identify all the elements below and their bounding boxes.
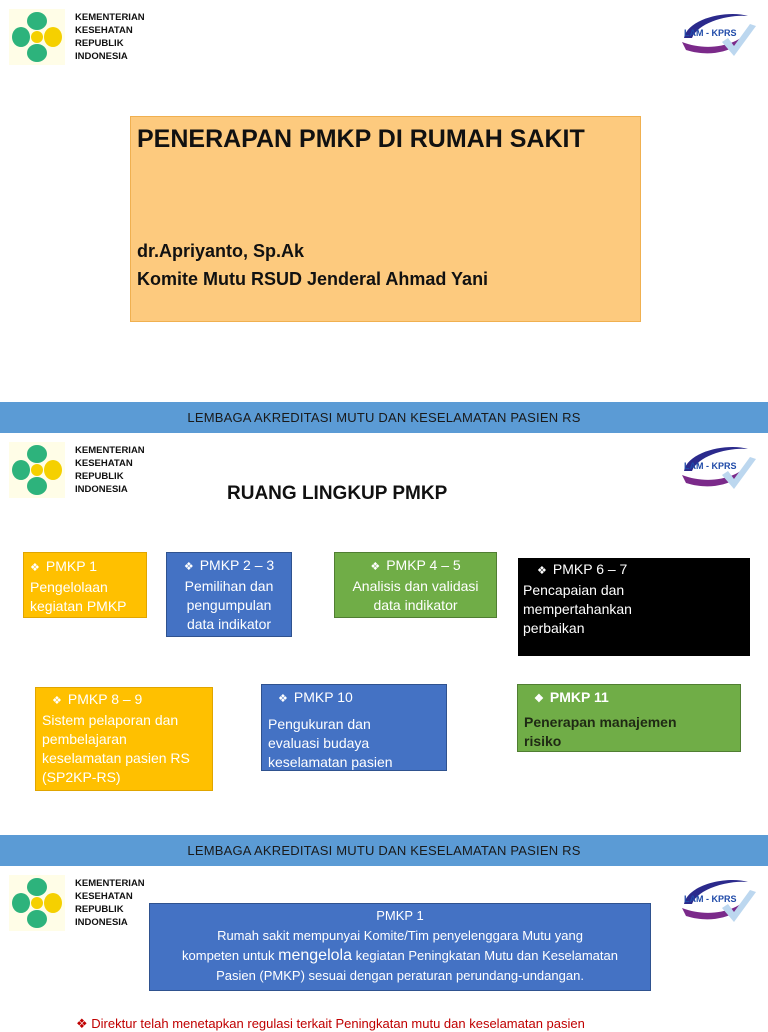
logo-line: INDONESIA [75, 484, 128, 495]
kemenkes-logo [9, 875, 65, 931]
diamond-bullet-icon: ❖ [183, 561, 194, 573]
slide-title: RUANG LINGKUP PMKP [227, 483, 448, 504]
logo-line: REPUBLIK [75, 38, 124, 49]
diamond-bullet-icon: ❖ [76, 1016, 88, 1031]
logo-line: KEMENTERIAN [75, 12, 145, 23]
pmkp-box-body: Pemilihan dan pengumpulan data indikator [184, 578, 274, 632]
diamond-bullet-icon: ❖ [30, 562, 40, 574]
standard-line [150, 946, 650, 966]
diamond-bullet-icon: ❖ [278, 693, 288, 705]
pmkp-box-title-text: PMKP 1 [45, 558, 97, 574]
pmkp-box-title [42, 690, 206, 711]
pmkp-box-title [173, 556, 285, 577]
pmkp-box [517, 684, 741, 752]
footer-band-text: LEMBAGA AKREDITASI MUTU DAN KESELAMATAN PASIEN RS [187, 410, 581, 425]
kemenkes-logo [9, 442, 65, 498]
logo-line: REPUBLIK [75, 904, 124, 915]
lam-kprs-label: LAM - KPRS [684, 894, 737, 904]
logo-line: KESEHATAN [75, 25, 133, 36]
pmkp-box [518, 558, 750, 656]
pmkp-box [261, 684, 447, 771]
standard-title: PMKP 1 [376, 908, 424, 923]
footer-band [0, 402, 768, 433]
pmkp-box [23, 552, 147, 618]
bottom-bullet [76, 1016, 585, 1032]
lam-kprs-logo [678, 441, 760, 497]
kemenkes-logo [9, 9, 65, 65]
lam-kprs-label: LAM - KPRS [684, 461, 737, 471]
pmkp-box-body: Pengelolaan kegiatan PMKP [30, 579, 127, 614]
pmkp1-standard-box [149, 903, 651, 991]
pmkp-box-title [524, 688, 734, 709]
logo-line: KESEHATAN [75, 458, 133, 469]
pmkp-box [166, 552, 292, 637]
standard-text: kegiatan Peningkatan Mutu dan Keselamatan [355, 948, 618, 963]
logo-line: REPUBLIK [75, 471, 124, 482]
pmkp-box-title [268, 688, 440, 709]
pmkp-box-title-text: PMKP 2 – 3 [199, 557, 275, 573]
title-box [130, 116, 641, 322]
lam-kprs-label: LAM - KPRS [684, 28, 737, 38]
kemenkes-flower-icon [9, 9, 65, 65]
diamond-bullet-icon: ❖ [52, 695, 62, 707]
pmkp-box-title-text: PMKP 4 – 5 [386, 557, 461, 573]
kemenkes-flower-icon [9, 875, 65, 931]
logo-line: INDONESIA [75, 917, 128, 928]
pmkp-box-title [523, 560, 745, 581]
pmkp-box [334, 552, 497, 618]
lam-kprs-logo [678, 8, 760, 64]
bottom-bullet-text: Direktur telah menetapkan regulasi terkait Peningkatan mutu dan keselamatan pasien [91, 1016, 585, 1031]
author-affiliation: Komite Mutu RSUD Jenderal Ahmad Yani [137, 269, 489, 289]
pmkp-box-title-text: PMKP 10 [293, 689, 353, 705]
standard-emphasis: mengelola [278, 947, 352, 964]
kemenkes-logo-text [75, 444, 145, 496]
pmkp-box-body: Analisis dan validasi data indikator [352, 578, 479, 613]
footer-band [0, 835, 768, 866]
pmkp-box-body: Penerapan manajemen risiko [524, 714, 677, 749]
pmkp-box-title-text: PMKP 11 [549, 689, 609, 705]
standard-line: Pasien (PMKP) sesuai dengan peraturan perundang-undangan. [216, 968, 584, 983]
logo-line: KEMENTERIAN [75, 878, 145, 889]
diamond-bullet-icon: ❖ [534, 693, 544, 705]
kemenkes-flower-icon [9, 442, 65, 498]
pmkp-box-body: Pengukuran dan evaluasi budaya keselamatan pasien [268, 716, 393, 770]
diamond-bullet-icon: ❖ [537, 565, 547, 577]
pmkp-box-body: Pencapaian dan mempertahankan perbaikan [523, 582, 632, 636]
pmkp-box-body: Sistem pelaporan dan pembelajaran keselamatan pasien RS (SP2KP-RS) [42, 712, 190, 785]
logo-line: KESEHATAN [75, 891, 133, 902]
slide-1 [0, 0, 768, 402]
pmkp-box-title-text: PMKP 6 – 7 [552, 561, 628, 577]
slide-3 [0, 866, 768, 1031]
kemenkes-logo-text [75, 877, 145, 929]
logo-line: KEMENTERIAN [75, 445, 145, 456]
pmkp-box-title [341, 556, 490, 577]
pmkp-box-title [30, 557, 140, 578]
author-name: dr.Apriyanto, Sp.Ak [137, 241, 305, 261]
footer-band-text: LEMBAGA AKREDITASI MUTU DAN KESELAMATAN PASIEN RS [187, 843, 581, 858]
pmkp-box [35, 687, 213, 791]
slide-2 [0, 433, 768, 835]
logo-line: INDONESIA [75, 51, 128, 62]
pmkp-box-title-text: PMKP 8 – 9 [67, 691, 143, 707]
kemenkes-logo-text [75, 11, 145, 63]
standard-text: kompeten untuk [182, 948, 275, 963]
lam-kprs-logo [678, 874, 760, 930]
slide-title: PENERAPAN PMKP DI RUMAH SAKIT [137, 125, 585, 153]
standard-line: Rumah sakit mempunyai Komite/Tim penyelenggara Mutu yang [217, 928, 583, 943]
diamond-bullet-icon: ❖ [370, 561, 381, 573]
